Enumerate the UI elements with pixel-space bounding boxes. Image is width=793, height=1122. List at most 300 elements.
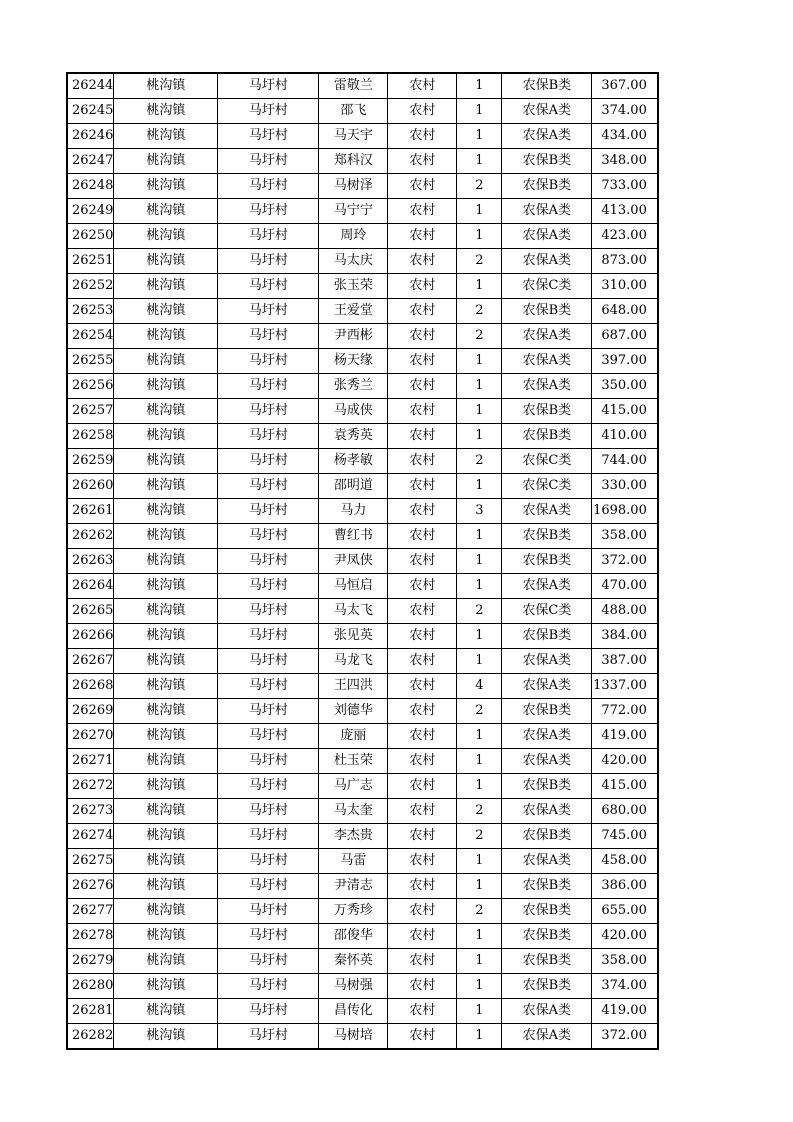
name-cell: 马恒启 (319, 574, 388, 599)
area-type-cell: 农村 (388, 974, 457, 999)
name-cell: 杜玉荣 (319, 749, 388, 774)
town-cell: 桃沟镇 (114, 699, 218, 724)
amount-cell: 410.00 (592, 424, 658, 449)
insurance-category-cell: 农保B类 (502, 549, 592, 574)
record-id-cell: 26282 (67, 1024, 114, 1050)
village-cell: 马圩村 (218, 349, 319, 374)
name-cell: 李杰贵 (319, 824, 388, 849)
town-cell: 桃沟镇 (114, 774, 218, 799)
town-cell: 桃沟镇 (114, 73, 218, 99)
area-type-cell: 农村 (388, 199, 457, 224)
record-id-cell: 26257 (67, 399, 114, 424)
insurance-category-cell: 农保A类 (502, 374, 592, 399)
household-count-cell: 2 (457, 174, 502, 199)
record-id-cell: 26281 (67, 999, 114, 1024)
household-count-cell: 1 (457, 874, 502, 899)
household-count-cell: 1 (457, 124, 502, 149)
town-cell: 桃沟镇 (114, 599, 218, 624)
table-row (67, 749, 658, 774)
record-id-cell: 26254 (67, 324, 114, 349)
name-cell: 郑科汉 (319, 149, 388, 174)
amount-cell: 420.00 (592, 924, 658, 949)
name-cell: 袁秀英 (319, 424, 388, 449)
name-cell: 张秀兰 (319, 374, 388, 399)
town-cell: 桃沟镇 (114, 299, 218, 324)
insurance-category-cell: 农保A类 (502, 724, 592, 749)
table-row (67, 249, 658, 274)
record-id-cell: 26260 (67, 474, 114, 499)
name-cell: 马太奎 (319, 799, 388, 824)
village-cell: 马圩村 (218, 949, 319, 974)
household-count-cell: 2 (457, 449, 502, 474)
household-count-cell: 2 (457, 324, 502, 349)
area-type-cell: 农村 (388, 99, 457, 124)
record-id-cell: 26276 (67, 874, 114, 899)
area-type-cell: 农村 (388, 599, 457, 624)
area-type-cell: 农村 (388, 624, 457, 649)
table-row (67, 174, 658, 199)
amount-cell: 415.00 (592, 774, 658, 799)
record-id-cell: 26261 (67, 499, 114, 524)
table-row (67, 999, 658, 1024)
insurance-category-cell: 农保B类 (502, 699, 592, 724)
table-row (67, 424, 658, 449)
amount-cell: 367.00 (592, 73, 658, 99)
table-row (67, 724, 658, 749)
amount-cell: 419.00 (592, 724, 658, 749)
town-cell: 桃沟镇 (114, 749, 218, 774)
village-cell: 马圩村 (218, 374, 319, 399)
table-row (67, 474, 658, 499)
records-table-body (67, 73, 658, 1049)
record-id-cell: 26258 (67, 424, 114, 449)
town-cell: 桃沟镇 (114, 924, 218, 949)
area-type-cell: 农村 (388, 224, 457, 249)
insurance-category-cell: 农保B类 (502, 524, 592, 549)
insurance-category-cell: 农保A类 (502, 649, 592, 674)
area-type-cell: 农村 (388, 424, 457, 449)
record-id-cell: 26256 (67, 374, 114, 399)
record-id-cell: 26268 (67, 674, 114, 699)
town-cell: 桃沟镇 (114, 99, 218, 124)
village-cell: 马圩村 (218, 299, 319, 324)
amount-cell: 310.00 (592, 274, 658, 299)
amount-cell: 434.00 (592, 124, 658, 149)
area-type-cell: 农村 (388, 249, 457, 274)
village-cell: 马圩村 (218, 974, 319, 999)
amount-cell: 655.00 (592, 899, 658, 924)
village-cell: 马圩村 (218, 99, 319, 124)
record-id-cell: 26247 (67, 149, 114, 174)
town-cell: 桃沟镇 (114, 249, 218, 274)
record-id-cell: 26259 (67, 449, 114, 474)
record-id-cell: 26249 (67, 199, 114, 224)
household-count-cell: 1 (457, 624, 502, 649)
village-cell: 马圩村 (218, 999, 319, 1024)
household-count-cell: 1 (457, 224, 502, 249)
table-row (67, 799, 658, 824)
area-type-cell: 农村 (388, 374, 457, 399)
table-row (67, 274, 658, 299)
amount-cell: 458.00 (592, 849, 658, 874)
amount-cell: 470.00 (592, 574, 658, 599)
name-cell: 万秀珍 (319, 899, 388, 924)
area-type-cell: 农村 (388, 149, 457, 174)
insurance-category-cell: 农保A类 (502, 749, 592, 774)
town-cell: 桃沟镇 (114, 674, 218, 699)
village-cell: 马圩村 (218, 249, 319, 274)
town-cell: 桃沟镇 (114, 649, 218, 674)
name-cell: 马力 (319, 499, 388, 524)
record-id-cell: 26280 (67, 974, 114, 999)
town-cell: 桃沟镇 (114, 449, 218, 474)
insurance-category-cell: 农保A类 (502, 574, 592, 599)
insurance-category-cell: 农保A类 (502, 1024, 592, 1050)
village-cell: 马圩村 (218, 474, 319, 499)
village-cell: 马圩村 (218, 224, 319, 249)
record-id-cell: 26263 (67, 549, 114, 574)
area-type-cell: 农村 (388, 174, 457, 199)
town-cell: 桃沟镇 (114, 799, 218, 824)
village-cell: 马圩村 (218, 724, 319, 749)
table-row (67, 199, 658, 224)
area-type-cell: 农村 (388, 549, 457, 574)
name-cell: 马太庆 (319, 249, 388, 274)
table-row (67, 874, 658, 899)
household-count-cell: 1 (457, 999, 502, 1024)
household-count-cell: 1 (457, 274, 502, 299)
insurance-category-cell: 农保B类 (502, 874, 592, 899)
insurance-category-cell: 农保C类 (502, 474, 592, 499)
village-cell: 马圩村 (218, 124, 319, 149)
record-id-cell: 26279 (67, 949, 114, 974)
name-cell: 张见英 (319, 624, 388, 649)
name-cell: 邵明道 (319, 474, 388, 499)
record-id-cell: 26273 (67, 799, 114, 824)
village-cell: 马圩村 (218, 149, 319, 174)
table-row (67, 149, 658, 174)
town-cell: 桃沟镇 (114, 499, 218, 524)
village-cell: 马圩村 (218, 924, 319, 949)
records-table (66, 72, 659, 1050)
household-count-cell: 1 (457, 424, 502, 449)
table-row (67, 124, 658, 149)
household-count-cell: 1 (457, 549, 502, 574)
household-count-cell: 4 (457, 674, 502, 699)
table-row (67, 574, 658, 599)
household-count-cell: 1 (457, 749, 502, 774)
record-id-cell: 26269 (67, 699, 114, 724)
record-id-cell: 26252 (67, 274, 114, 299)
table-row (67, 349, 658, 374)
area-type-cell: 农村 (388, 649, 457, 674)
household-count-cell: 1 (457, 924, 502, 949)
amount-cell: 386.00 (592, 874, 658, 899)
household-count-cell: 2 (457, 824, 502, 849)
name-cell: 马树泽 (319, 174, 388, 199)
household-count-cell: 1 (457, 949, 502, 974)
village-cell: 马圩村 (218, 599, 319, 624)
table-row (67, 924, 658, 949)
village-cell: 马圩村 (218, 1024, 319, 1050)
amount-cell: 488.00 (592, 599, 658, 624)
insurance-category-cell: 农保A类 (502, 849, 592, 874)
amount-cell: 744.00 (592, 449, 658, 474)
amount-cell: 415.00 (592, 399, 658, 424)
amount-cell: 397.00 (592, 349, 658, 374)
town-cell: 桃沟镇 (114, 124, 218, 149)
town-cell: 桃沟镇 (114, 999, 218, 1024)
amount-cell: 387.00 (592, 649, 658, 674)
amount-cell: 873.00 (592, 249, 658, 274)
record-id-cell: 26248 (67, 174, 114, 199)
town-cell: 桃沟镇 (114, 474, 218, 499)
record-id-cell: 26264 (67, 574, 114, 599)
town-cell: 桃沟镇 (114, 524, 218, 549)
table-row (67, 599, 658, 624)
insurance-category-cell: 农保B类 (502, 899, 592, 924)
amount-cell: 1337.00 (592, 674, 658, 699)
village-cell: 马圩村 (218, 499, 319, 524)
household-count-cell: 1 (457, 849, 502, 874)
area-type-cell: 农村 (388, 999, 457, 1024)
area-type-cell: 农村 (388, 274, 457, 299)
household-count-cell: 2 (457, 299, 502, 324)
table-row (67, 374, 658, 399)
household-count-cell: 1 (457, 574, 502, 599)
area-type-cell: 农村 (388, 299, 457, 324)
area-type-cell: 农村 (388, 524, 457, 549)
household-count-cell: 1 (457, 99, 502, 124)
village-cell: 马圩村 (218, 449, 319, 474)
town-cell: 桃沟镇 (114, 574, 218, 599)
record-id-cell: 26275 (67, 849, 114, 874)
insurance-category-cell: 农保B类 (502, 399, 592, 424)
household-count-cell: 1 (457, 774, 502, 799)
town-cell: 桃沟镇 (114, 899, 218, 924)
town-cell: 桃沟镇 (114, 724, 218, 749)
household-count-cell: 1 (457, 524, 502, 549)
village-cell: 马圩村 (218, 874, 319, 899)
insurance-category-cell: 农保A类 (502, 199, 592, 224)
area-type-cell: 农村 (388, 324, 457, 349)
town-cell: 桃沟镇 (114, 324, 218, 349)
insurance-category-cell: 农保C类 (502, 274, 592, 299)
insurance-category-cell: 农保B类 (502, 424, 592, 449)
record-id-cell: 26278 (67, 924, 114, 949)
record-id-cell: 26277 (67, 899, 114, 924)
record-id-cell: 26250 (67, 224, 114, 249)
table-row (67, 824, 658, 849)
name-cell: 杨孝敏 (319, 449, 388, 474)
village-cell: 马圩村 (218, 549, 319, 574)
area-type-cell: 农村 (388, 474, 457, 499)
name-cell: 马树强 (319, 974, 388, 999)
record-id-cell: 26265 (67, 599, 114, 624)
area-type-cell: 农村 (388, 749, 457, 774)
town-cell: 桃沟镇 (114, 974, 218, 999)
insurance-category-cell: 农保A类 (502, 324, 592, 349)
household-count-cell: 1 (457, 73, 502, 99)
record-id-cell: 26245 (67, 99, 114, 124)
town-cell: 桃沟镇 (114, 224, 218, 249)
insurance-category-cell: 农保B类 (502, 299, 592, 324)
insurance-category-cell: 农保B类 (502, 924, 592, 949)
town-cell: 桃沟镇 (114, 349, 218, 374)
table-row (67, 649, 658, 674)
town-cell: 桃沟镇 (114, 199, 218, 224)
insurance-category-cell: 农保A类 (502, 499, 592, 524)
village-cell: 马圩村 (218, 699, 319, 724)
name-cell: 周玲 (319, 224, 388, 249)
area-type-cell: 农村 (388, 924, 457, 949)
area-type-cell: 农村 (388, 849, 457, 874)
amount-cell: 745.00 (592, 824, 658, 849)
amount-cell: 680.00 (592, 799, 658, 824)
record-id-cell: 26266 (67, 624, 114, 649)
name-cell: 昌传化 (319, 999, 388, 1024)
name-cell: 尹西彬 (319, 324, 388, 349)
name-cell: 刘德华 (319, 699, 388, 724)
amount-cell: 372.00 (592, 549, 658, 574)
town-cell: 桃沟镇 (114, 949, 218, 974)
name-cell: 马太飞 (319, 599, 388, 624)
insurance-category-cell: 农保B类 (502, 624, 592, 649)
household-count-cell: 1 (457, 724, 502, 749)
table-row (67, 774, 658, 799)
name-cell: 尹清志 (319, 874, 388, 899)
name-cell: 曹红书 (319, 524, 388, 549)
town-cell: 桃沟镇 (114, 149, 218, 174)
table-row (67, 224, 658, 249)
insurance-category-cell: 农保B类 (502, 774, 592, 799)
insurance-category-cell: 农保B类 (502, 949, 592, 974)
amount-cell: 348.00 (592, 149, 658, 174)
table-row (67, 899, 658, 924)
record-id-cell: 26274 (67, 824, 114, 849)
amount-cell: 1698.00 (592, 499, 658, 524)
amount-cell: 358.00 (592, 949, 658, 974)
insurance-category-cell: 农保A类 (502, 799, 592, 824)
table-row (67, 399, 658, 424)
household-count-cell: 2 (457, 249, 502, 274)
amount-cell: 413.00 (592, 199, 658, 224)
area-type-cell: 农村 (388, 799, 457, 824)
household-count-cell: 2 (457, 799, 502, 824)
area-type-cell: 农村 (388, 724, 457, 749)
name-cell: 马雷 (319, 849, 388, 874)
insurance-category-cell: 农保B类 (502, 73, 592, 99)
village-cell: 马圩村 (218, 749, 319, 774)
household-count-cell: 2 (457, 699, 502, 724)
town-cell: 桃沟镇 (114, 874, 218, 899)
area-type-cell: 农村 (388, 674, 457, 699)
area-type-cell: 农村 (388, 949, 457, 974)
amount-cell: 374.00 (592, 99, 658, 124)
area-type-cell: 农村 (388, 874, 457, 899)
amount-cell: 687.00 (592, 324, 658, 349)
amount-cell: 372.00 (592, 1024, 658, 1050)
record-id-cell: 26270 (67, 724, 114, 749)
table-row (67, 1024, 658, 1050)
table-row (67, 299, 658, 324)
town-cell: 桃沟镇 (114, 174, 218, 199)
village-cell: 马圩村 (218, 649, 319, 674)
area-type-cell: 农村 (388, 449, 457, 474)
name-cell: 邵飞 (319, 99, 388, 124)
insurance-category-cell: 农保A类 (502, 99, 592, 124)
village-cell: 马圩村 (218, 174, 319, 199)
record-id-cell: 26246 (67, 124, 114, 149)
insurance-category-cell: 农保A类 (502, 349, 592, 374)
village-cell: 马圩村 (218, 624, 319, 649)
record-id-cell: 26253 (67, 299, 114, 324)
town-cell: 桃沟镇 (114, 824, 218, 849)
town-cell: 桃沟镇 (114, 849, 218, 874)
table-row (67, 624, 658, 649)
village-cell: 马圩村 (218, 899, 319, 924)
household-count-cell: 1 (457, 199, 502, 224)
table-row (67, 674, 658, 699)
amount-cell: 733.00 (592, 174, 658, 199)
name-cell: 马广志 (319, 774, 388, 799)
household-count-cell: 1 (457, 374, 502, 399)
amount-cell: 374.00 (592, 974, 658, 999)
insurance-category-cell: 农保B类 (502, 149, 592, 174)
name-cell: 马龙飞 (319, 649, 388, 674)
area-type-cell: 农村 (388, 774, 457, 799)
household-count-cell: 1 (457, 1024, 502, 1050)
town-cell: 桃沟镇 (114, 624, 218, 649)
record-id-cell: 26272 (67, 774, 114, 799)
name-cell: 马天宇 (319, 124, 388, 149)
table-row (67, 73, 658, 99)
area-type-cell: 农村 (388, 824, 457, 849)
table-row (67, 549, 658, 574)
village-cell: 马圩村 (218, 274, 319, 299)
town-cell: 桃沟镇 (114, 274, 218, 299)
town-cell: 桃沟镇 (114, 374, 218, 399)
name-cell: 王四洪 (319, 674, 388, 699)
household-count-cell: 1 (457, 399, 502, 424)
insurance-category-cell: 农保B类 (502, 974, 592, 999)
area-type-cell: 农村 (388, 124, 457, 149)
village-cell: 马圩村 (218, 849, 319, 874)
table-row (67, 699, 658, 724)
village-cell: 马圩村 (218, 674, 319, 699)
name-cell: 邵俊华 (319, 924, 388, 949)
insurance-category-cell: 农保A类 (502, 224, 592, 249)
household-count-cell: 2 (457, 899, 502, 924)
village-cell: 马圩村 (218, 824, 319, 849)
area-type-cell: 农村 (388, 73, 457, 99)
name-cell: 张玉荣 (319, 274, 388, 299)
insurance-category-cell: 农保B类 (502, 824, 592, 849)
town-cell: 桃沟镇 (114, 399, 218, 424)
table-row (67, 949, 658, 974)
table-row (67, 499, 658, 524)
town-cell: 桃沟镇 (114, 424, 218, 449)
village-cell: 马圩村 (218, 73, 319, 99)
name-cell: 马成侠 (319, 399, 388, 424)
name-cell: 王爱堂 (319, 299, 388, 324)
village-cell: 马圩村 (218, 199, 319, 224)
insurance-category-cell: 农保C类 (502, 599, 592, 624)
household-count-cell: 1 (457, 649, 502, 674)
village-cell: 马圩村 (218, 324, 319, 349)
name-cell: 马树培 (319, 1024, 388, 1050)
table-row (67, 849, 658, 874)
